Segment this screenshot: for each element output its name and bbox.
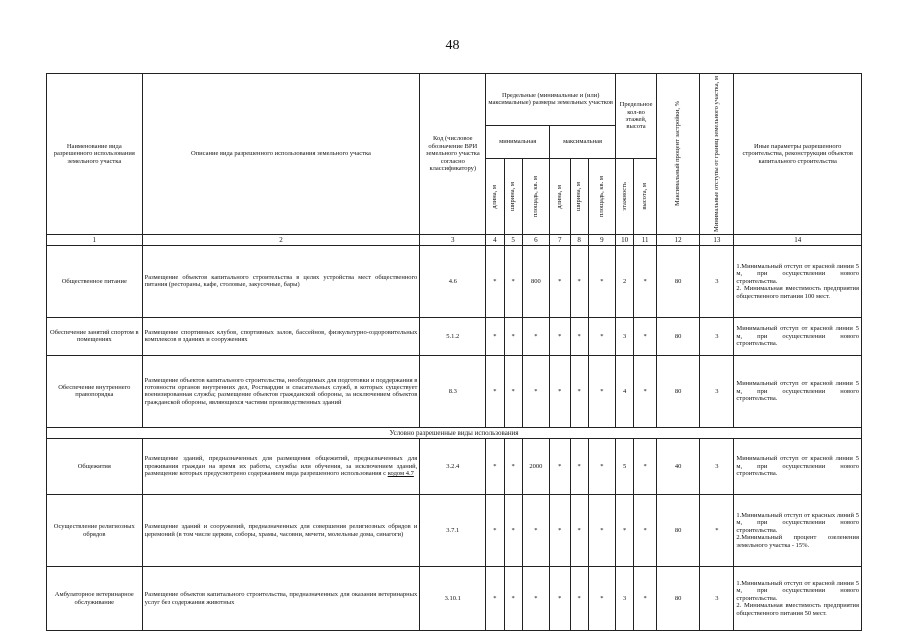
description-text: Размещение зданий, предназначенных для размещения общежитий, предназначенных для проживания граждан на время их работы, службы или обучения, за исключением зданий, размещение которых предусмотрено содержанием вида разрешенного использования с	[144, 455, 418, 478]
table-cell: 9	[588, 234, 615, 245]
header-floors-height: Предельное кол-во этажей, высота	[616, 74, 657, 159]
table-cell: *	[522, 495, 549, 567]
page-number: 48	[445, 38, 460, 53]
table-cell: *	[634, 317, 657, 355]
table-cell: Общественное питание	[47, 245, 143, 317]
table-cell: 1.Минимальный отступ от красных линий 5 м, при осуществлении нового строительства. 2.Минимальный процент озеленения земельного участка - 15%.	[734, 495, 862, 567]
table-cell: *	[588, 317, 615, 355]
table-cell: *	[570, 245, 588, 317]
table-cell: 14	[734, 234, 862, 245]
table-cell: *	[634, 245, 657, 317]
table-cell: 5	[616, 439, 634, 495]
vertical-header-label: высота, м	[641, 183, 649, 210]
table-cell: 2000	[522, 439, 549, 495]
table-cell: 3	[700, 317, 734, 355]
table-cell: 1	[47, 234, 143, 245]
table-cell: 80	[657, 355, 700, 427]
table-cell: Размещение зданий и сооружений, предназначенных для совершения религиозных обрядов и церемоний (в том числе церкви, соборы, храмы, часовни, мечети, молельные дома, синагоги)	[142, 495, 420, 567]
table-cell: *	[634, 495, 657, 567]
table-cell: *	[588, 439, 615, 495]
table-cell: *	[486, 317, 504, 355]
section-title: Условно разрешенные виды использования	[47, 427, 862, 438]
header-max-area	[588, 159, 615, 235]
table-cell: Амбулаторное ветеринарное обслуживание	[47, 567, 143, 631]
table-cell: 3	[616, 317, 634, 355]
table-cell: 11	[634, 234, 657, 245]
table-cell: 3.2.4	[420, 439, 486, 495]
table-cell: Общежития	[47, 439, 143, 495]
table-cell: *	[486, 355, 504, 427]
table-cell: 80	[657, 317, 700, 355]
table-cell: 4	[616, 355, 634, 427]
table-cell: Размещение объектов капитального строительства в целях устройства мест общественного питания (рестораны, кафе, столовые, закусочные, бары)	[142, 245, 420, 317]
table-cell	[142, 439, 420, 495]
table-cell: 3	[700, 439, 734, 495]
header-vri-description: Описание вида разрешенного использования земельного участка	[142, 74, 420, 235]
table-cell: *	[616, 495, 634, 567]
table-row	[47, 439, 862, 495]
table-row	[47, 495, 862, 567]
table-cell: 3.10.1	[420, 567, 486, 631]
table-cell: Размещение объектов капитального строительства, необходимых для подготовки и поддержания в готовности органов внутренних дел, Росгвардии и спасательных служб, в которых существует военизированная служба; размещение объектов гражданской обороны, за исключением объектов гражданской обороны, являющихся частями производственных зданий	[142, 355, 420, 427]
table-cell: 3	[420, 234, 486, 245]
table-cell: Размещение объектов капитального строительства, предназначенных для оказания ветеринарных услуг без содержания животных	[142, 567, 420, 631]
table-cell: *	[570, 439, 588, 495]
header-vri-name: Наименование вида разрешенного использования земельного участка	[47, 74, 143, 235]
vertical-header-label: площадь, кв. м	[532, 175, 540, 217]
header-minimal: минимальная	[486, 125, 550, 158]
table-cell: 12	[657, 234, 700, 245]
table-cell: *	[634, 439, 657, 495]
vertical-header-label: длина, м	[491, 184, 499, 209]
vertical-header-label: длина, м	[556, 184, 564, 209]
table-cell: *	[504, 355, 522, 427]
table-cell: 4	[486, 234, 504, 245]
table-cell: 1.Минимальный отступ от красной линии 5 м, при осуществлении нового строительства. 2. Минимальная вместимость предприятия общественного питания 100 мест.	[734, 245, 862, 317]
table-row	[47, 245, 862, 317]
table-cell: *	[570, 567, 588, 631]
table-cell: *	[522, 355, 549, 427]
table-cell: *	[570, 317, 588, 355]
table-cell: *	[550, 567, 570, 631]
table-cell: 3	[700, 355, 734, 427]
header-min-area	[522, 159, 549, 235]
table-cell: 8	[570, 234, 588, 245]
vertical-header-label: площадь, кв. м	[598, 175, 606, 217]
code-link[interactable]: кодом 4.7	[387, 470, 414, 478]
header-maximal: максимальная	[550, 125, 616, 158]
table-cell: 1.Минимальный отступ от красной линии 5 м, при осуществлении нового строительства. 2. Минимальная вместимость предприятия общественного питания 50 мест.	[734, 567, 862, 631]
table-cell: *	[486, 495, 504, 567]
header-other-params: Иные параметры разрешенного строительства, реконструкции объектов капитального строительства	[734, 74, 862, 235]
table-cell: Осуществление религиозных обрядов	[47, 495, 143, 567]
header-max-width	[570, 159, 588, 235]
table-cell: *	[504, 317, 522, 355]
header-vri-code: Код (числовое обозначение ВРИ земельного участка согласно классификатору)	[420, 74, 486, 235]
table-cell: *	[570, 495, 588, 567]
table-cell: *	[504, 567, 522, 631]
table-cell: Обеспечение внутреннего правопорядка	[47, 355, 143, 427]
header-max-coverage	[657, 74, 700, 235]
zoning-regulations-table	[46, 73, 862, 631]
table-cell: 3	[700, 567, 734, 631]
table-cell: *	[550, 245, 570, 317]
table-cell: Минимальный отступ от красной линии 5 м, при осуществлении нового строительства.	[734, 317, 862, 355]
table-cell: *	[588, 355, 615, 427]
table-cell: 8.3	[420, 355, 486, 427]
table-cell: *	[550, 495, 570, 567]
table-cell: *	[504, 495, 522, 567]
table-cell: *	[550, 439, 570, 495]
table-cell: 2	[142, 234, 420, 245]
header-max-length	[550, 159, 570, 235]
header-plot-size-limits: Предельные (минимальные и (или) максимальные) размеры земельных участков	[486, 74, 616, 126]
header-height	[634, 159, 657, 235]
table-cell: *	[634, 355, 657, 427]
table-cell: *	[634, 567, 657, 631]
table-row	[47, 317, 862, 355]
header-min-setbacks	[700, 74, 734, 235]
vertical-header-label: ширина, м	[509, 181, 517, 211]
table-cell: 6	[522, 234, 549, 245]
table-cell: 3	[700, 245, 734, 317]
table-cell: Минимальный отступ от красной линии 5 м, при осуществлении нового строительства.	[734, 439, 862, 495]
table-row	[47, 567, 862, 631]
table-cell: *	[588, 567, 615, 631]
table-cell: *	[588, 495, 615, 567]
table-cell: 2	[616, 245, 634, 317]
table-cell: 5.1.2	[420, 317, 486, 355]
table-cell: 7	[550, 234, 570, 245]
table-cell: 80	[657, 495, 700, 567]
table-cell: *	[588, 245, 615, 317]
table-cell: 3.7.1	[420, 495, 486, 567]
table-cell: 800	[522, 245, 549, 317]
table-cell: *	[570, 355, 588, 427]
section-title-row	[47, 427, 862, 438]
table-cell: Обеспечение занятий спортом в помещениях	[47, 317, 143, 355]
vertical-header-label: этажность	[620, 182, 628, 211]
header-min-length	[486, 159, 504, 235]
table-cell: *	[504, 439, 522, 495]
table-cell: 80	[657, 567, 700, 631]
table-cell: 5	[504, 234, 522, 245]
table-cell: 13	[700, 234, 734, 245]
vertical-header-label: Максимальный процент застройки, %	[674, 101, 682, 207]
table-cell: *	[550, 317, 570, 355]
header-min-width	[504, 159, 522, 235]
column-number-row	[47, 234, 862, 245]
table-cell: *	[522, 317, 549, 355]
table-cell: 4.6	[420, 245, 486, 317]
table-cell: Минимальный отступ от красной линии 5 м, при осуществлении нового строительства.	[734, 355, 862, 427]
table-cell: *	[486, 245, 504, 317]
table-cell: *	[550, 355, 570, 427]
table-row	[47, 355, 862, 427]
table-cell: 3	[616, 567, 634, 631]
table-cell: 80	[657, 245, 700, 317]
vertical-header-label: Минимальные отступы от границ земельного участка, м	[713, 76, 721, 232]
table-cell: 40	[657, 439, 700, 495]
table-cell: 10	[616, 234, 634, 245]
table-cell: *	[486, 439, 504, 495]
table-cell: *	[504, 245, 522, 317]
table-cell: *	[522, 567, 549, 631]
table-cell: *	[486, 567, 504, 631]
vertical-header-label: ширина, м	[575, 181, 583, 211]
table-cell: Размещение спортивных клубов, спортивных залов, бассейнов, физкультурно-оздоровительных комплексов в зданиях и сооружениях	[142, 317, 420, 355]
header-floors	[616, 159, 634, 235]
table-cell: *	[700, 495, 734, 567]
